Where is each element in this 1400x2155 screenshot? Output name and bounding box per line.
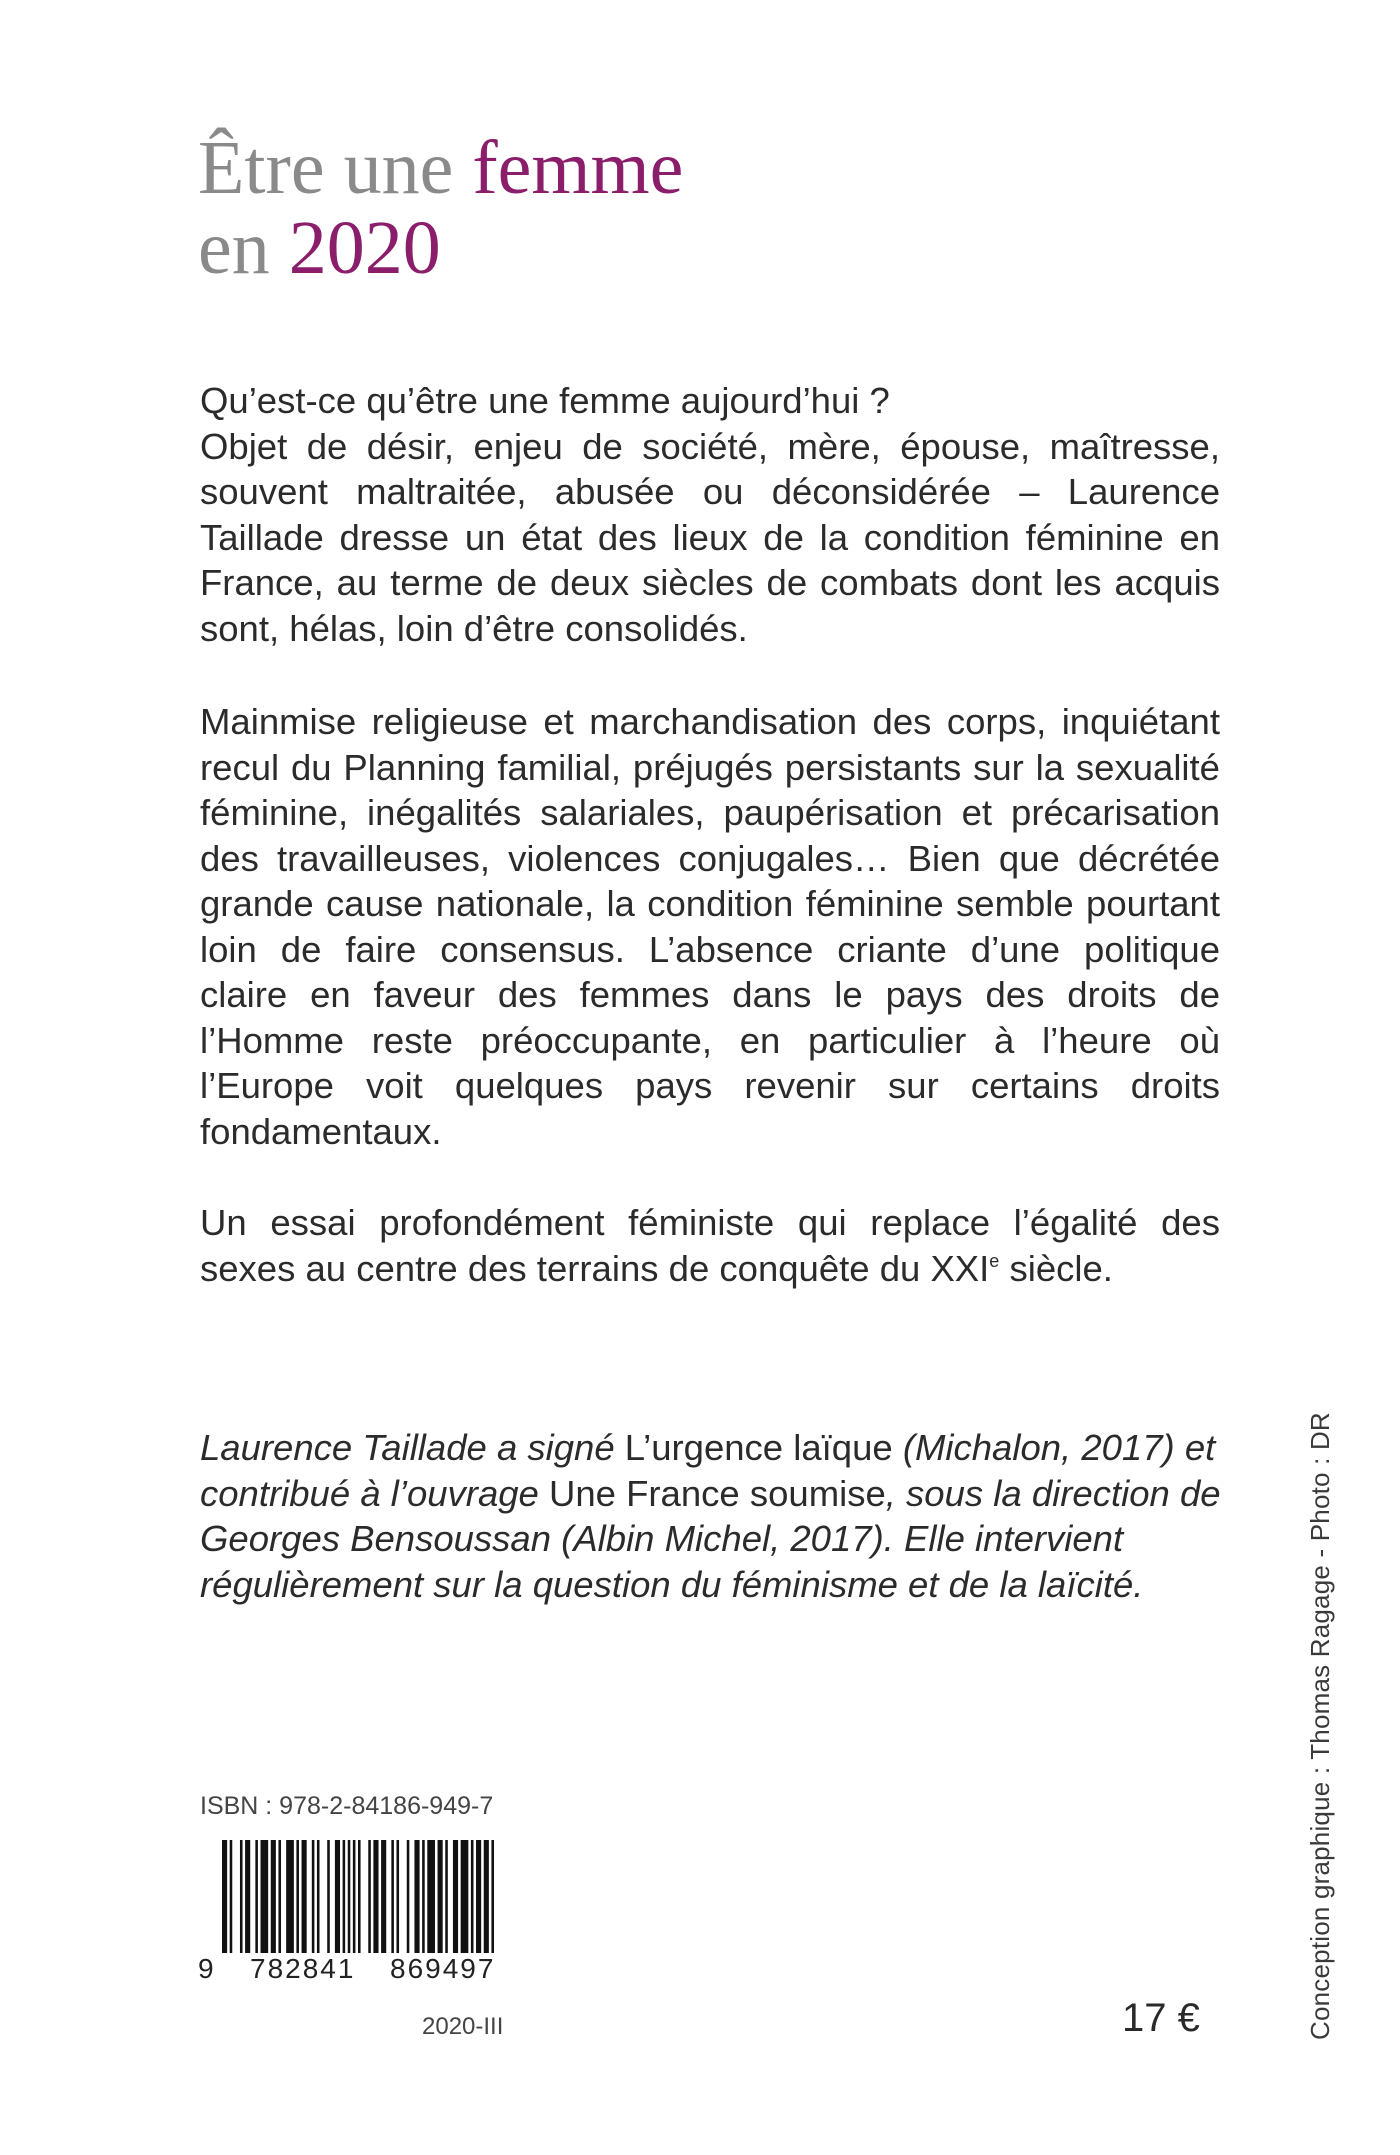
bio-segment-2: (Michalon, 2017) et contribué à l’ouvrage bbox=[200, 1427, 1216, 1514]
barcode-bar bbox=[245, 1840, 250, 1953]
barcode-bar bbox=[407, 1840, 410, 1953]
edition-code: 2020-III bbox=[422, 2013, 504, 2040]
barcode-bar bbox=[461, 1840, 469, 1953]
blurb-question: Qu’est-ce qu’être une femme aujourd’hui ? bbox=[200, 380, 890, 421]
barcode-bar bbox=[414, 1840, 419, 1953]
blurb-paragraph-3-text bbox=[200, 1200, 1220, 1291]
price-label: 17 € bbox=[1122, 1996, 1200, 2040]
blurb-intro-text: Objet de désir, enjeu de société, mère, épouse, maîtresse, souvent maltraitée, abusée ou déconsidérée – Laurence Taillade dresse un état des lieux de la condition féminine en France, au terme de deux siècles de combats dont les acquis sont, hélas, loin d’être consolidés. bbox=[200, 425, 1220, 649]
barcode-bar bbox=[312, 1840, 315, 1953]
barcode-bar bbox=[381, 1840, 386, 1953]
barcode-bar bbox=[296, 1840, 299, 1953]
bio-segment-3: , sous la direction de Georges Bensoussan (Albin Michel, 2017). Elle intervient régulièrement sur la question du féminisme et de la laïcité. bbox=[200, 1472, 1221, 1605]
barcode-bar bbox=[335, 1840, 340, 1953]
century-superscript: e bbox=[989, 1250, 1000, 1271]
bio-book-2: Une France soumise bbox=[549, 1472, 886, 1514]
barcode-bar bbox=[396, 1840, 399, 1953]
barcode-bar bbox=[422, 1840, 425, 1953]
author-bio bbox=[200, 1425, 1230, 1607]
blurb-p3-after: siècle. bbox=[999, 1247, 1113, 1289]
barcode-bar bbox=[471, 1840, 474, 1953]
barcode-bar bbox=[427, 1840, 435, 1953]
bio-book-1: L’urgence laïque bbox=[624, 1427, 893, 1468]
blurb-paragraph-1 bbox=[200, 378, 1220, 651]
barcode-bar bbox=[368, 1840, 371, 1953]
barcode-bar bbox=[278, 1840, 281, 1953]
barcode-bar bbox=[327, 1840, 330, 1953]
barcode-bar bbox=[317, 1840, 320, 1953]
barcode-bar bbox=[240, 1840, 243, 1953]
book-title bbox=[198, 128, 683, 288]
isbn-label: ISBN : 978-2-84186-949-7 bbox=[200, 1792, 494, 1820]
blurb-paragraph-2 bbox=[200, 699, 1220, 1154]
blurb-paragraph-3 bbox=[200, 1200, 1220, 1291]
barcode-bar bbox=[453, 1840, 458, 1953]
blurb-paragraph-2-text: Mainmise religieuse et marchandisation des corps, inquiétant recul du Planning familial, préjugés persistants sur la sexualité féminine, inégalités salariales, paupérisation et précarisation des travailleuses, violences conjugales… Bien que décrétée grande cause nationale, la condition féminine semble pourtant loin de faire consensus. L’absence criante d’une politique claire en faveur des femmes dans le pays des droits de l’Homme reste préoccupante, en particulier à l’heure où l’Europe voit quelques pays revenir sur certains droits fondamentaux. bbox=[200, 701, 1220, 1152]
title-line1-accent: femme bbox=[472, 126, 684, 210]
barcode-bar bbox=[222, 1840, 227, 1953]
barcode-bar bbox=[271, 1840, 276, 1953]
barcode-bar bbox=[260, 1840, 268, 1953]
title-line2-accent: 2020 bbox=[288, 206, 441, 290]
barcode-bar bbox=[358, 1840, 361, 1953]
author-bio-text bbox=[200, 1425, 1230, 1607]
barcode-bar bbox=[302, 1840, 307, 1953]
barcode-right-group: 869497 bbox=[390, 1953, 496, 1984]
barcode-bar bbox=[484, 1840, 489, 1953]
barcode-bar bbox=[438, 1840, 443, 1953]
title-line1-prefix: Être une bbox=[198, 126, 473, 210]
barcode-bar bbox=[445, 1840, 448, 1953]
barcode-bar bbox=[348, 1840, 351, 1953]
ean-barcode bbox=[222, 1840, 494, 1953]
barcode-bar bbox=[491, 1840, 494, 1953]
barcode-bar bbox=[373, 1840, 378, 1953]
barcode-bar bbox=[391, 1840, 394, 1953]
blurb-p3-before: Un essai profondément féministe qui replace l’égalité des sexes au centre des terrains de conquête du XXI bbox=[200, 1202, 1220, 1289]
barcode-bar bbox=[353, 1840, 356, 1953]
barcode-bar bbox=[476, 1840, 481, 1953]
barcode-left-group: 782841 bbox=[250, 1953, 356, 1984]
barcode-bar bbox=[286, 1840, 294, 1953]
title-line2-prefix: en bbox=[198, 206, 289, 290]
bio-segment-1: Laurence Taillade a signé bbox=[200, 1427, 625, 1468]
barcode-bar bbox=[343, 1840, 346, 1953]
design-photo-credits: Conception graphique : Thomas Ragage - Photo : DR bbox=[1305, 1412, 1335, 2040]
barcode-bar bbox=[255, 1840, 258, 1953]
barcode-bar bbox=[230, 1840, 233, 1953]
barcode-first-digit: 9 bbox=[198, 1953, 214, 1984]
